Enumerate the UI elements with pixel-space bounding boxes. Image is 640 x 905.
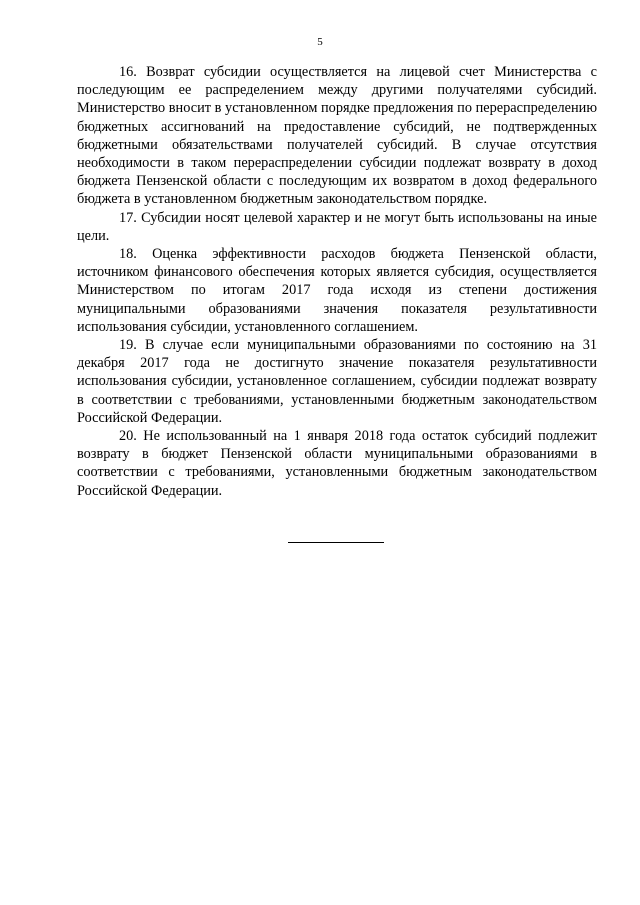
paragraph-18: 18. Оценка эффективности расходов бюджета Пензенской области, источником финансового обеспечения которых является субсидия, осуществляется Министерством по итогам 2017 года исходя из степени достижения муниципальными образованиями значения показателя результативности использования субсидии, установленного соглашением. [77,246,597,335]
document-body [77,63,597,500]
paragraph-16: 16. Возврат субсидии осуществляется на лицевой счет Министерства с последующим ее распределением между другими получателями субсидий. Министерство вносит в установленном порядке предложения по перераспределению бюджетных ассигнований на предоставление субсидий, не подтвержденных бюджетными обязательствами получателей субсидий. В случае отсутствия необходимости в таком перераспределении субсидии подлежат возврату в доход бюджета Пензенской области с последующим их возвратом в доход федерального бюджета в установленном бюджетным законодательством порядке. [77,64,597,208]
paragraph-19: 19. В случае если муниципальными образованиями по состоянию на 31 декабря 2017 года не достигнуто значение показателя результативности использования субсидии, установленное соглашением, субсидии подлежат возврату в соответствии с требованиями, установленными бюджетным законодательством Российской Федерации. [77,337,597,426]
closing-separator-line [288,542,384,543]
page-number: 5 [317,36,323,48]
paragraph-20: 20. Не использованный на 1 января 2018 года остаток субсидий подлежит возврату в бюджет Пензенской области муниципальными образованиями в соответствии с требованиями, установленными бюджетным законодательством Российской Федерации. [77,428,597,499]
paragraph-17: 17. Субсидии носят целевой характер и не могут быть использованы на иные цели. [77,209,597,244]
